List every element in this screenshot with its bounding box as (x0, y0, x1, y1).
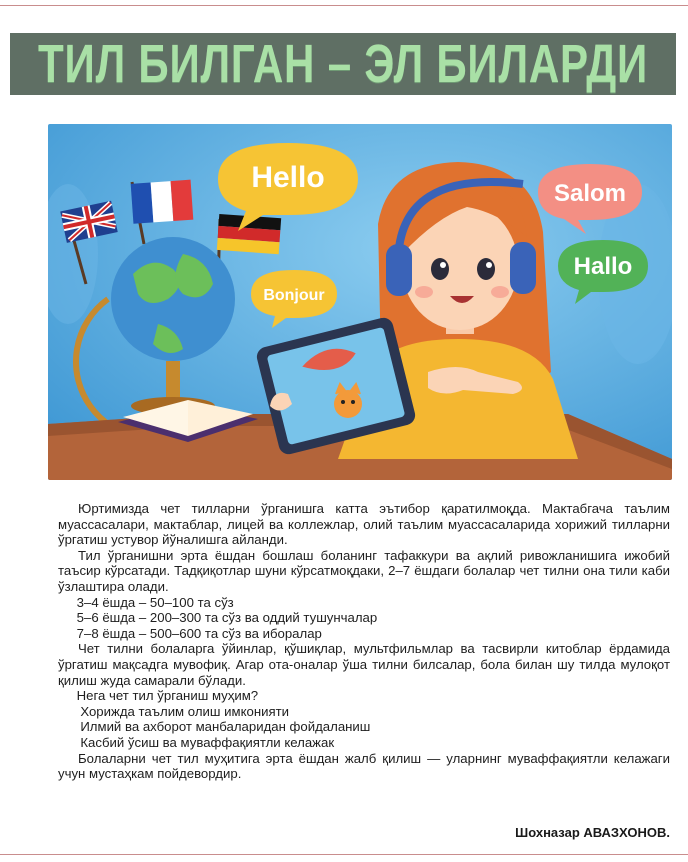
age-list-item (58, 610, 670, 626)
age-list-text: 3–4 ёшда – 50–100 та сўз (76, 594, 234, 610)
benefit-text: Илмий ва ахборот манбаларидан фойдаланиш (80, 719, 371, 735)
top-rule (0, 5, 688, 6)
benefit-text: Касбий ўсиш ва муваффақиятли келажак (80, 734, 335, 750)
age-list-item (58, 626, 670, 642)
question-text: Нега чет тил ўрганиш муҳим? (76, 688, 259, 704)
age-list-text: 7–8 ёшда – 500–600 та сўз ва иборалар (76, 625, 322, 641)
benefit-item (58, 704, 670, 720)
question-line (58, 688, 670, 704)
author-byline: Шохназар АВАЗХОНОВ. (515, 825, 670, 840)
bubble-text-bonjour: Bonjour (263, 287, 325, 304)
paragraph: Юртимизда чет тилларни ўрганишга катта эътибор қаратилмоқда. Мактабгача таълим муассасалари, мактаблар, лицей ва коллежлар, олий таълим муассасаларида хорижий тилларни ўргатиш устувор йўналишга айланди. (58, 501, 670, 548)
bubble-text-hallo: Hallo (573, 253, 633, 280)
age-list-text: 5–6 ёшда – 200–300 та сўз ва оддий тушунчалар (76, 610, 378, 626)
header-banner (10, 33, 676, 95)
paragraph: Болаларни чет тил муҳитига эрта ёшдан жалб қилиш — уларнинг муваффақиятли келажаги учун мустаҳкам пойдевордир. (58, 750, 670, 782)
article-body (58, 501, 670, 782)
benefit-item (58, 719, 670, 735)
bottom-rule (0, 854, 688, 855)
bubble-text-salom: Salom (553, 180, 627, 207)
bubble-text-hello: Hello (251, 161, 325, 194)
age-list-item (58, 595, 670, 611)
page-title: ТИЛ БИЛГАН – ЭЛ БИЛАРДИ (37, 34, 649, 94)
paragraph: Тил ўрганишни эрта ёшдан бошлаш боланинг тафаккури ва ақлий ривожланишига ижобий таъсир кўрсатади. Тадқиқотлар шуни кўрсатмоқдаки, 2–7 ёшдаги болалар чет тилни она тили каби ўзлаштира олади. (58, 547, 670, 594)
benefit-text: Хорижда таълим олиш имконияти (80, 703, 290, 719)
illustration-girl-with-tablet (48, 124, 672, 480)
benefit-item (58, 735, 670, 751)
illustration (48, 124, 672, 480)
paragraph: Чет тилни болаларга ўйинлар, қўшиқлар, мультфильмлар ва тасвирли китоблар ёрдамида ўргатиш мақсадга мувофиқ. Агар ота-оналар ўша тилни билсалар, бола билан шу тилда мулоқот қилиш жуда самарали бўлади. (58, 641, 670, 688)
headphones-icon (386, 244, 412, 296)
